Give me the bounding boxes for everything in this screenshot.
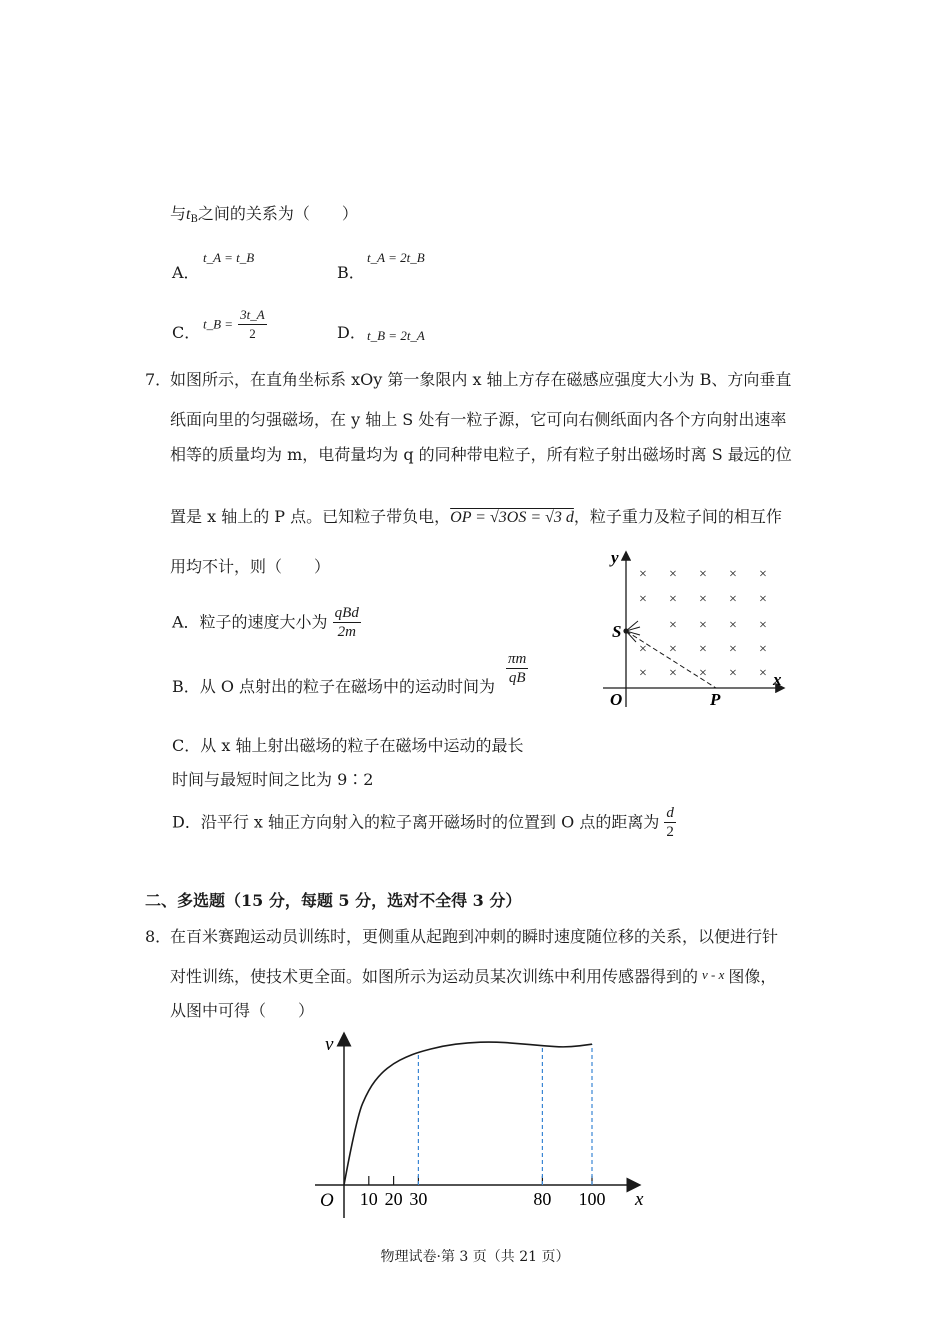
q7-field-cross: ×	[639, 666, 647, 681]
q7-label-x: x	[773, 670, 782, 689]
q7-field-cross: ×	[639, 567, 647, 582]
q7-magnetic-field-figure	[598, 545, 798, 710]
q8-line-1: 在百米赛跑运动员训练时，更侧重从起跑到冲刺的瞬时速度随位移的关系，以便进行针	[170, 927, 779, 946]
q8-line-2-math: v - x	[702, 967, 725, 982]
q6-option-c-expr	[203, 306, 267, 343]
q7-option-b-fraction	[506, 650, 528, 687]
q7-field-cross: ×	[669, 642, 677, 657]
q7-field-cross: ×	[669, 567, 677, 582]
q8-x-ticks	[360, 1176, 606, 1209]
q7-line-5: 用均不计，则（ ）	[170, 557, 331, 576]
q7-field-cross: ×	[729, 642, 737, 657]
q6-option-a-expr: t_A = t_B	[203, 250, 255, 265]
q7-field-cross: ×	[729, 666, 737, 681]
q6-option-a[interactable]	[172, 262, 200, 284]
q8-vx-chart	[305, 1030, 655, 1225]
q7-field-cross: ×	[669, 592, 677, 607]
q7-field-cross: ×	[669, 618, 677, 633]
q6-option-c-lhs: t_B =	[203, 316, 234, 332]
q7-label-p: P	[710, 690, 721, 709]
q7-field-cross: ×	[759, 567, 767, 582]
q7-option-a[interactable]	[172, 604, 361, 641]
q7-field-cross: ×	[729, 592, 737, 607]
q6-option-c[interactable]	[172, 322, 200, 344]
q8-line-2	[170, 964, 776, 988]
q7-line-4-post: ，粒子重力及粒子间的相互作	[573, 507, 782, 526]
q7-field-cross: ×	[699, 567, 707, 582]
q7-line-1: 如图所示，在直角坐标系 xOy 第一象限内 x 轴上方存在磁感应强度大小为 B、方向垂直	[170, 370, 792, 389]
q7-option-d-fraction	[664, 804, 676, 841]
q7-field-cross: ×	[699, 642, 707, 657]
q8-y-label: v	[325, 1034, 334, 1055]
q8-x-tick-label: 100	[578, 1189, 606, 1209]
q7-option-b-num: πm	[508, 651, 527, 667]
q7-line-2: 纸面向里的匀强磁场，在 y 轴上 S 处有一粒子源，它可向右侧纸面内各个方向射出速率	[170, 410, 787, 429]
q7-option-a-text: A．粒子的速度大小为	[172, 612, 328, 632]
q7-emission-arrows	[626, 617, 640, 647]
q7-option-d-text: D．沿平行 x 轴正方向射入的粒子离开磁场时的位置到 O 点的距离为	[172, 812, 660, 832]
q7-field-cross: ×	[699, 618, 707, 633]
q7-option-b-den: qB	[506, 668, 528, 687]
q7-field-cross: ×	[759, 618, 767, 633]
q7-field-cross: ×	[729, 567, 737, 582]
q7-line-4-pre: 置是 x 轴上的 P 点。已知粒子带负电，	[170, 507, 451, 526]
q7-option-a-fraction	[333, 604, 361, 641]
q7-field-cross: ×	[699, 592, 707, 607]
q6-stem	[170, 203, 358, 231]
q7-number: 7．	[145, 370, 172, 389]
q8-x-label: x	[635, 1189, 644, 1210]
q7-field-crosses	[639, 567, 767, 681]
q7-option-b[interactable]	[172, 676, 495, 698]
q6-stem-sub: B	[190, 214, 198, 225]
q7-label-s: S	[612, 622, 622, 641]
q6-option-a-label: A．	[172, 263, 200, 282]
q8-velocity-curve	[344, 1042, 592, 1185]
q7-field-cross: ×	[699, 666, 707, 681]
q7-line-4	[170, 506, 782, 529]
q6-option-d[interactable]	[337, 322, 366, 344]
q8-x-tick-label: 10	[359, 1189, 378, 1209]
q6-option-c-fraction	[238, 306, 267, 343]
q7-option-c-line-1[interactable]: C．从 x 轴上射出磁场的粒子在磁场中运动的最长	[172, 736, 524, 755]
q6-option-b-label: B．	[337, 263, 365, 282]
q8-x-tick-label: 20	[384, 1189, 403, 1209]
q6-option-b[interactable]	[337, 262, 365, 284]
q8-number: 8．	[145, 927, 172, 946]
q8-line-3: 从图中可得（ ）	[170, 1001, 315, 1020]
q8-dashed-guides	[418, 1044, 592, 1185]
q7-line-4-math: OP = √3OS = √3 d	[450, 509, 574, 526]
q7-field-cross: ×	[729, 618, 737, 633]
q6-option-d-label: D．	[337, 323, 366, 342]
q7-option-a-den: 2m	[333, 622, 361, 641]
q6-stem-var: t	[186, 206, 191, 223]
q8-origin-label: O	[320, 1190, 334, 1211]
q7-field-cross: ×	[759, 642, 767, 657]
q7-label-y: y	[611, 548, 619, 567]
q8-line-2-post: 图像，	[728, 967, 777, 986]
q6-option-b-expr: t_A = 2t_B	[367, 250, 425, 265]
q6-option-c-num: 3t_A	[240, 307, 265, 322]
q7-option-d[interactable]	[172, 804, 676, 841]
q6-stem-post: 之间的关系为（ ）	[197, 204, 358, 223]
q7-field-cross: ×	[639, 592, 647, 607]
q6-option-d-expr: t_B = 2t_A	[367, 328, 425, 343]
q8-line-2-pre: 对性训练，使技术更全面。如图所示为运动员某次训练中利用传感器得到的	[170, 967, 699, 986]
q7-field-cross: ×	[759, 592, 767, 607]
q7-field-cross: ×	[759, 666, 767, 681]
q6-option-c-den: 2	[238, 324, 267, 343]
q7-option-b-text: B．从 O 点射出的粒子在磁场中的运动时间为	[172, 677, 496, 696]
q8-x-tick-label: 80	[533, 1189, 552, 1209]
q6-stem-pre: 与	[170, 204, 187, 223]
q7-option-d-den: 2	[666, 824, 674, 840]
q7-option-a-num: qBd	[334, 605, 359, 621]
q7-label-o: O	[610, 690, 623, 709]
q7-line-3: 相等的质量均为 m，电荷量均为 q 的同种带电粒子，所有粒子射出磁场时离 S 最远的位	[170, 445, 792, 464]
q6-option-c-label: C．	[172, 323, 201, 342]
q7-field-cross: ×	[669, 666, 677, 681]
q7-option-d-num: d	[666, 805, 674, 821]
page-footer: 物理试卷·第 3 页（共 21 页）	[380, 1249, 570, 1265]
q8-x-tick-label: 30	[409, 1189, 428, 1209]
section-2-title: 二、多选题（15 分，每题 5 分，选对不全得 3 分）	[145, 891, 522, 910]
q7-option-c-line-2: 时间与最短时间之比为 9∶2	[172, 770, 374, 789]
q7-field-cross: ×	[639, 642, 647, 657]
